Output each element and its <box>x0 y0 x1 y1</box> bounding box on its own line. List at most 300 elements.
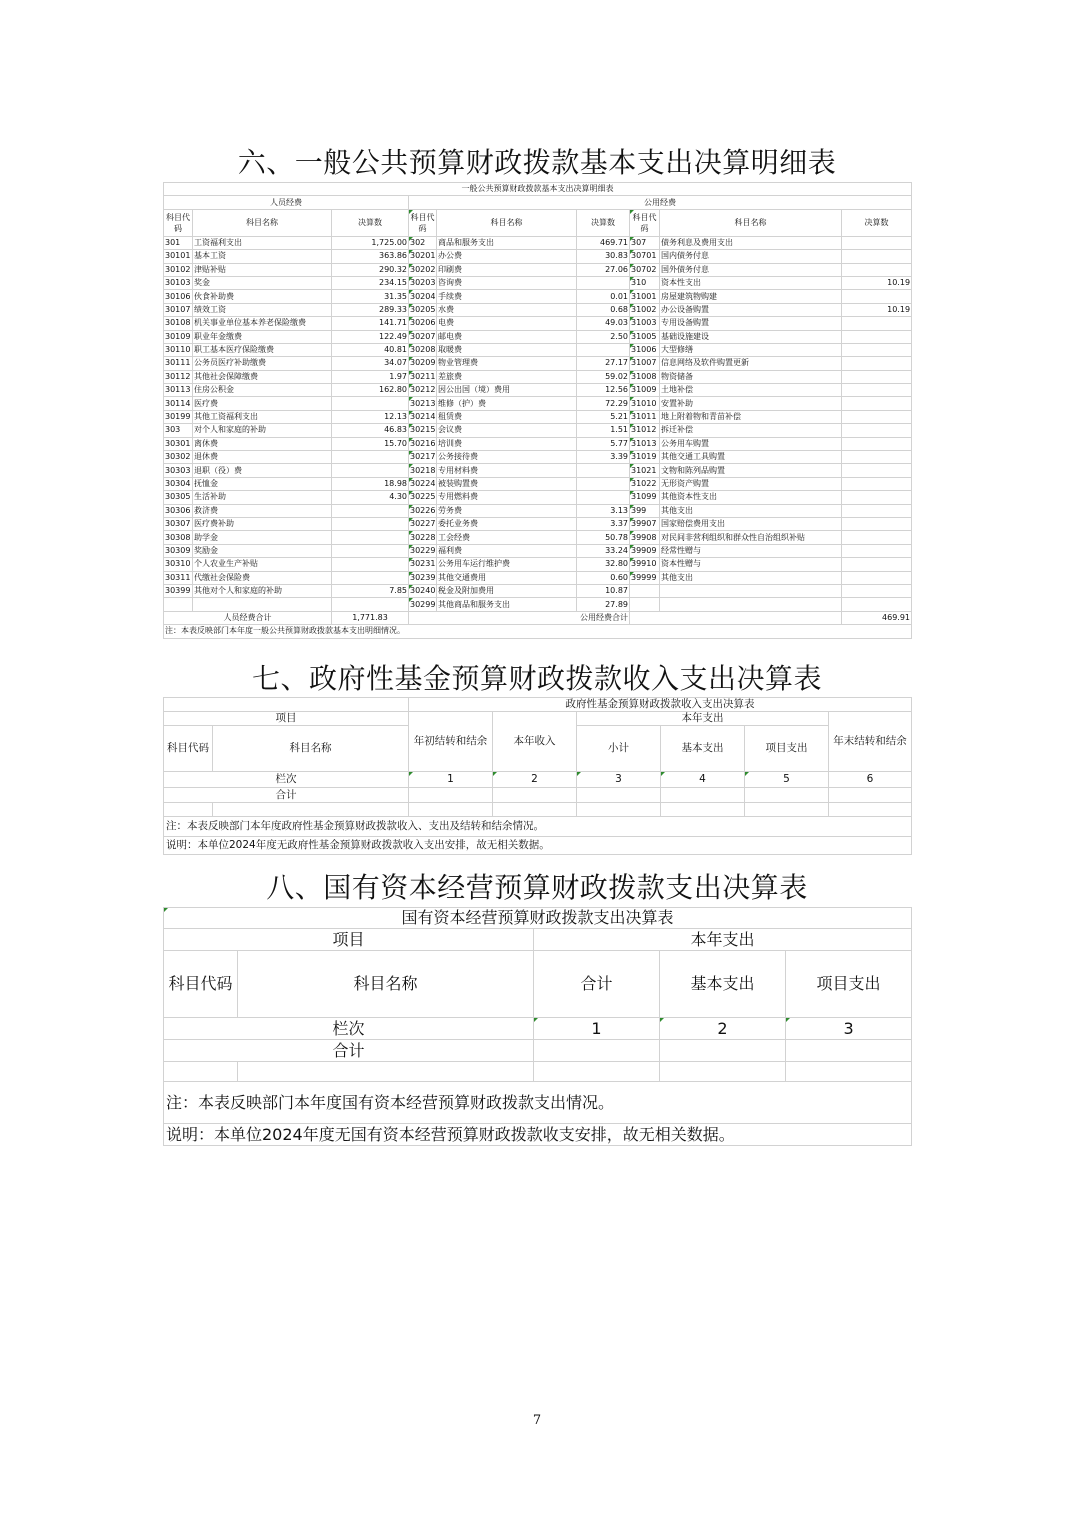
cell-amount <box>842 250 912 263</box>
cell-name: 信息网络及软件购置更新 <box>660 357 842 370</box>
table-row <box>164 571 912 584</box>
basic-header: 基本支出 <box>660 951 786 1018</box>
cell-name: 维修（护）费 <box>437 397 577 410</box>
cell-name: 绩效工资 <box>193 303 332 316</box>
col-num: 2 <box>493 772 577 788</box>
personnel-total-label: 人员经费合计 <box>164 611 332 624</box>
cell-code: 30240 <box>409 584 437 597</box>
table-row <box>164 236 912 249</box>
cell-amount: 27.17 <box>577 357 630 370</box>
cell-name: 伙食补助费 <box>193 290 332 303</box>
col-num: 3 <box>577 772 661 788</box>
cell-amount <box>842 598 912 611</box>
cell-amount: 162.80 <box>332 384 409 397</box>
item-header: 项目 <box>164 929 534 951</box>
cell-name: 专用设备购置 <box>660 317 842 330</box>
cell-name: 取暖费 <box>437 343 577 356</box>
cell-name: 退职（役）费 <box>193 464 332 477</box>
cell-code: 31001 <box>630 290 660 303</box>
page-number: 7 <box>532 1413 542 1428</box>
cell-code: 30309 <box>164 544 193 557</box>
cell-code <box>164 598 193 611</box>
cell-code: 30108 <box>164 317 193 330</box>
cell-code: 30106 <box>164 290 193 303</box>
row-label: 栏次 <box>164 772 409 788</box>
section7-heading: 七、政府性基金预算财政拨款收入支出决算表 <box>251 662 822 695</box>
cell-name: 生活补助 <box>193 491 332 504</box>
project-header: 项目支出 <box>745 726 829 772</box>
cell-name: 电费 <box>437 317 577 330</box>
cell-code: 30102 <box>164 263 193 276</box>
col-num: 3 <box>786 1018 912 1040</box>
cell-amount: 122.49 <box>332 330 409 343</box>
cell-amount: 15.70 <box>332 437 409 450</box>
cell-code: 31010 <box>630 397 660 410</box>
cell-code: 30301 <box>164 437 193 450</box>
cell-name: 无形资产购置 <box>660 477 842 490</box>
col-code: 科目代码 <box>164 209 193 236</box>
cell-code: 31006 <box>630 343 660 356</box>
table-explain: 说明：本单位2024年度无政府性基金预算财政拨款收入支出安排，故无相关数据。 <box>164 837 912 855</box>
col-amount: 决算数 <box>332 209 409 236</box>
cell-name <box>660 584 842 597</box>
cell-amount <box>842 464 912 477</box>
cell-code: 30213 <box>409 397 437 410</box>
table-row <box>164 437 912 450</box>
cell-code: 30702 <box>630 263 660 276</box>
cell-code: 30202 <box>409 263 437 276</box>
cell-name: 水费 <box>437 303 577 316</box>
cell-amount: 33.24 <box>577 544 630 557</box>
cell-name: 基础设施建设 <box>660 330 842 343</box>
cell-name: 劳务费 <box>437 504 577 517</box>
cell-name: 对民间非营利组织和群众性自治组织补贴 <box>660 531 842 544</box>
cell-code: 30225 <box>409 491 437 504</box>
col-num: 5 <box>745 772 829 788</box>
cell-name: 资本性赠与 <box>660 558 842 571</box>
cell-code: 31009 <box>630 384 660 397</box>
cell-name: 工会经费 <box>437 531 577 544</box>
table-row <box>164 357 912 370</box>
gov-fund-table <box>163 697 912 855</box>
cell-code: 30109 <box>164 330 193 343</box>
cell-amount: 3.13 <box>577 504 630 517</box>
cell-code: 31013 <box>630 437 660 450</box>
total-label: 合计 <box>164 1040 534 1062</box>
cell-code: 39908 <box>630 531 660 544</box>
cell-code: 39909 <box>630 544 660 557</box>
public-total: 469.91 <box>842 611 912 624</box>
cell-name: 对个人和家庭的补助 <box>193 424 332 437</box>
col-num: 2 <box>660 1018 786 1040</box>
cell-name: 其他社会保障缴费 <box>193 370 332 383</box>
cell-code: 31005 <box>630 330 660 343</box>
cell-amount: 5.21 <box>577 410 630 423</box>
cell-amount <box>842 343 912 356</box>
name-header: 科目名称 <box>213 726 409 772</box>
cell-amount: 12.13 <box>332 410 409 423</box>
cell-amount <box>332 598 409 611</box>
cell-amount <box>842 236 912 249</box>
subtotal-header: 小计 <box>577 726 661 772</box>
cell-code: 30199 <box>164 410 193 423</box>
table-row <box>164 370 912 383</box>
cell-amount <box>842 263 912 276</box>
cell-amount <box>842 410 912 423</box>
code-header: 科目代码 <box>164 726 213 772</box>
basic-header: 基本支出 <box>661 726 745 772</box>
cell-name: 其他资本性支出 <box>660 491 842 504</box>
cell-code: 31019 <box>630 451 660 464</box>
personnel-total: 1,771.83 <box>332 611 409 624</box>
cell-name: 其他对个人和家庭的补助 <box>193 584 332 597</box>
cell-code: 30107 <box>164 303 193 316</box>
cell-amount: 0.01 <box>577 290 630 303</box>
col-amount: 决算数 <box>842 209 912 236</box>
cell-code: 301 <box>164 236 193 249</box>
table-row <box>164 410 912 423</box>
cell-amount <box>332 558 409 571</box>
cell-name: 债务利息及费用支出 <box>660 236 842 249</box>
cell-amount: 1.97 <box>332 370 409 383</box>
cell-code: 31021 <box>630 464 660 477</box>
cell-code: 30229 <box>409 544 437 557</box>
cell-amount: 10.87 <box>577 584 630 597</box>
cell-code: 30208 <box>409 343 437 356</box>
cell-code: 30211 <box>409 370 437 383</box>
table-row <box>164 397 912 410</box>
opening-header: 年初结转和结余 <box>409 712 493 772</box>
cell-name: 职业年金缴费 <box>193 330 332 343</box>
table-row <box>164 250 912 263</box>
cell-code: 31008 <box>630 370 660 383</box>
table-note: 注：本表反映部门本年度一般公共预算财政拨款基本支出明细情况。 <box>164 625 912 638</box>
cell-amount: 12.56 <box>577 384 630 397</box>
cell-amount <box>332 504 409 517</box>
public-total-label: 公用经费合计 <box>409 611 630 624</box>
cell-code: 30299 <box>409 598 437 611</box>
cell-amount: 30.83 <box>577 250 630 263</box>
row-label: 栏次 <box>164 1018 534 1040</box>
cell-amount <box>842 437 912 450</box>
cell-name: 公务用车购置 <box>660 437 842 450</box>
table-note: 注：本表反映部门本年度国有资本经营预算财政拨款支出情况。 <box>164 1082 912 1124</box>
cell-name: 其他支出 <box>660 571 842 584</box>
table-row <box>164 477 912 490</box>
cell-code <box>630 598 660 611</box>
cell-name: 公务接待费 <box>437 451 577 464</box>
cell-code: 30110 <box>164 343 193 356</box>
cell-code: 30214 <box>409 410 437 423</box>
project-header: 项目支出 <box>786 951 912 1018</box>
cell-name <box>660 598 842 611</box>
cell-amount <box>577 343 630 356</box>
cell-name <box>193 598 332 611</box>
cell-amount <box>842 424 912 437</box>
cell-name: 委托业务费 <box>437 517 577 530</box>
cell-name: 土地补偿 <box>660 384 842 397</box>
cell-code: 303 <box>164 424 193 437</box>
table-row <box>164 517 912 530</box>
cell-name: 税金及附加费用 <box>437 584 577 597</box>
cell-amount: 0.68 <box>577 303 630 316</box>
cell-name: 会议费 <box>437 424 577 437</box>
cell-amount <box>332 397 409 410</box>
cell-name: 地上附着物和青苗补偿 <box>660 410 842 423</box>
col-code: 科目代码 <box>409 209 437 236</box>
cell-amount <box>577 276 630 289</box>
cell-amount <box>842 544 912 557</box>
cell-name: 基本工资 <box>193 250 332 263</box>
cell-name: 国家赔偿费用支出 <box>660 517 842 530</box>
cell-amount: 3.39 <box>577 451 630 464</box>
col-name: 科目名称 <box>660 209 842 236</box>
cell-name: 办公设备购置 <box>660 303 842 316</box>
cell-amount: 363.86 <box>332 250 409 263</box>
cell-amount: 32.80 <box>577 558 630 571</box>
cell-amount: 27.06 <box>577 263 630 276</box>
table-row <box>164 598 912 611</box>
cell-amount: 3.37 <box>577 517 630 530</box>
cell-name: 助学金 <box>193 531 332 544</box>
cell-code: 30212 <box>409 384 437 397</box>
expense-header: 本年支出 <box>577 712 829 726</box>
cell-amount: 1.51 <box>577 424 630 437</box>
cell-amount: 469.71 <box>577 236 630 249</box>
cell-code: 30305 <box>164 491 193 504</box>
cell-name: 办公费 <box>437 250 577 263</box>
cell-code: 31012 <box>630 424 660 437</box>
col-name: 科目名称 <box>437 209 577 236</box>
cell-amount <box>332 544 409 557</box>
cell-name: 手续费 <box>437 290 577 303</box>
cell-code: 30307 <box>164 517 193 530</box>
cell-name: 租赁费 <box>437 410 577 423</box>
cell-name: 专用燃料费 <box>437 491 577 504</box>
cell-amount <box>842 491 912 504</box>
cell-amount: 10.19 <box>842 303 912 316</box>
cell-code <box>630 584 660 597</box>
cell-code: 30399 <box>164 584 193 597</box>
cell-name: 机关事业单位基本养老保险缴费 <box>193 317 332 330</box>
cell-amount <box>332 517 409 530</box>
table-title: 一般公共预算财政拨款基本支出决算明细表 <box>164 183 912 196</box>
cell-code: 30113 <box>164 384 193 397</box>
col-name: 科目名称 <box>193 209 332 236</box>
table-row <box>164 464 912 477</box>
table-row <box>164 544 912 557</box>
cell-amount <box>842 531 912 544</box>
table-row <box>164 384 912 397</box>
cell-amount <box>842 504 912 517</box>
table-row <box>164 491 912 504</box>
cell-code: 399 <box>630 504 660 517</box>
cell-name: 商品和服务支出 <box>437 236 577 249</box>
table-row <box>164 558 912 571</box>
cell-amount: 7.85 <box>332 584 409 597</box>
cell-name: 培训费 <box>437 437 577 450</box>
cell-amount <box>842 397 912 410</box>
cell-name: 奖金 <box>193 276 332 289</box>
table-note: 注：本表反映部门本年度政府性基金预算财政拨款收入、支出及结转和结余情况。 <box>164 817 912 837</box>
cell-code: 30217 <box>409 451 437 464</box>
expense-header: 本年支出 <box>534 929 912 951</box>
col-num: 4 <box>661 772 745 788</box>
cell-code: 30114 <box>164 397 193 410</box>
cell-amount: 46.83 <box>332 424 409 437</box>
cell-name: 公务员医疗补助缴费 <box>193 357 332 370</box>
cell-code: 307 <box>630 236 660 249</box>
table-row <box>164 504 912 517</box>
cell-name: 房屋建筑物购建 <box>660 290 842 303</box>
code-header: 科目代码 <box>164 951 238 1018</box>
cell-amount: 290.32 <box>332 263 409 276</box>
cell-name: 因公出国（境）费用 <box>437 384 577 397</box>
cell-amount: 10.19 <box>842 276 912 289</box>
cell-amount <box>842 357 912 370</box>
cell-amount: 1,725.00 <box>332 236 409 249</box>
cell-code: 31003 <box>630 317 660 330</box>
cell-code: 30701 <box>630 250 660 263</box>
cell-name: 印刷费 <box>437 263 577 276</box>
cell-name: 医疗费补助 <box>193 517 332 530</box>
cell-code: 30101 <box>164 250 193 263</box>
cell-name: 代缴社会保险费 <box>193 571 332 584</box>
col-num: 1 <box>534 1018 660 1040</box>
cell-amount <box>842 558 912 571</box>
cell-name: 福利费 <box>437 544 577 557</box>
cell-name: 被装购置费 <box>437 477 577 490</box>
cell-name: 其他支出 <box>660 504 842 517</box>
cell-amount <box>332 531 409 544</box>
cell-amount: 141.71 <box>332 317 409 330</box>
income-header: 本年收入 <box>493 712 577 772</box>
cell-code: 30209 <box>409 357 437 370</box>
col-num: 6 <box>829 772 912 788</box>
table-row <box>164 276 912 289</box>
cell-amount <box>842 477 912 490</box>
cell-amount <box>842 330 912 343</box>
cell-code: 39999 <box>630 571 660 584</box>
cell-amount <box>332 571 409 584</box>
cell-amount <box>842 384 912 397</box>
cell-name: 救济费 <box>193 504 332 517</box>
cell-amount: 59.02 <box>577 370 630 383</box>
cell-name: 其他交通费用 <box>437 571 577 584</box>
cell-name: 离休费 <box>193 437 332 450</box>
col-num: 1 <box>409 772 493 788</box>
cell-code: 31099 <box>630 491 660 504</box>
cell-name: 其他工资福利支出 <box>193 410 332 423</box>
cell-code: 30112 <box>164 370 193 383</box>
section6-heading: 六、一般公共预算财政拨款基本支出决算明细表 <box>237 146 837 179</box>
cell-name: 国外债务付息 <box>660 263 842 276</box>
table-title: 政府性基金预算财政拨款收入支出决算表 <box>409 698 912 712</box>
cell-name: 医疗费 <box>193 397 332 410</box>
cell-amount <box>577 491 630 504</box>
cell-code: 31011 <box>630 410 660 423</box>
cell-code: 30310 <box>164 558 193 571</box>
cell-code: 30205 <box>409 303 437 316</box>
table-row <box>164 303 912 316</box>
cell-code: 30227 <box>409 517 437 530</box>
total-label: 合计 <box>164 788 409 803</box>
cell-name: 津贴补贴 <box>193 263 332 276</box>
cell-amount: 31.35 <box>332 290 409 303</box>
cell-code: 39907 <box>630 517 660 530</box>
cell-code: 30226 <box>409 504 437 517</box>
table-row <box>164 330 912 343</box>
name-header: 科目名称 <box>238 951 534 1018</box>
cell-name: 退休费 <box>193 451 332 464</box>
cell-amount <box>577 464 630 477</box>
cell-amount <box>842 290 912 303</box>
cell-amount <box>332 451 409 464</box>
cell-code: 30303 <box>164 464 193 477</box>
cell-code: 31007 <box>630 357 660 370</box>
cell-code: 30216 <box>409 437 437 450</box>
table-row <box>164 263 912 276</box>
cell-amount: 72.29 <box>577 397 630 410</box>
table-row <box>164 317 912 330</box>
cell-code: 30224 <box>409 477 437 490</box>
cell-code: 39910 <box>630 558 660 571</box>
cell-code: 30218 <box>409 464 437 477</box>
cell-amount: 0.60 <box>577 571 630 584</box>
cell-amount <box>842 584 912 597</box>
section8-heading: 八、国有资本经营预算财政拨款支出决算表 <box>266 871 808 904</box>
cell-name: 大型修缮 <box>660 343 842 356</box>
cell-amount <box>842 571 912 584</box>
cell-name: 工资福利支出 <box>193 236 332 249</box>
cell-code: 30111 <box>164 357 193 370</box>
cell-code: 31002 <box>630 303 660 316</box>
cell-amount <box>332 464 409 477</box>
table-row <box>164 451 912 464</box>
col-amount: 决算数 <box>577 209 630 236</box>
cell-name: 咨询费 <box>437 276 577 289</box>
cell-amount <box>842 370 912 383</box>
cell-name: 经常性赠与 <box>660 544 842 557</box>
cell-code: 30304 <box>164 477 193 490</box>
cell-code: 30308 <box>164 531 193 544</box>
cell-name: 物资储备 <box>660 370 842 383</box>
cell-amount: 5.77 <box>577 437 630 450</box>
cell-code: 30311 <box>164 571 193 584</box>
cell-code: 30231 <box>409 558 437 571</box>
cell-code: 310 <box>630 276 660 289</box>
cell-name: 文物和陈列品购置 <box>660 464 842 477</box>
cell-name: 拆迁补偿 <box>660 424 842 437</box>
cell-code: 30228 <box>409 531 437 544</box>
cell-code: 30203 <box>409 276 437 289</box>
table-row <box>164 290 912 303</box>
cell-amount: 2.50 <box>577 330 630 343</box>
cell-name: 差旅费 <box>437 370 577 383</box>
cell-name: 奖励金 <box>193 544 332 557</box>
cell-code: 30204 <box>409 290 437 303</box>
cell-amount: 4.30 <box>332 491 409 504</box>
cell-name: 其他商品和服务支出 <box>437 598 577 611</box>
cell-amount: 49.03 <box>577 317 630 330</box>
cell-name: 专用材料费 <box>437 464 577 477</box>
public-header: 公用经费 <box>409 196 912 209</box>
cell-code: 302 <box>409 236 437 249</box>
cell-name: 国内债务付息 <box>660 250 842 263</box>
cell-name: 住房公积金 <box>193 384 332 397</box>
table-title: 国有资本经营预算财政拨款支出决算表 <box>164 908 912 929</box>
cell-code: 30103 <box>164 276 193 289</box>
